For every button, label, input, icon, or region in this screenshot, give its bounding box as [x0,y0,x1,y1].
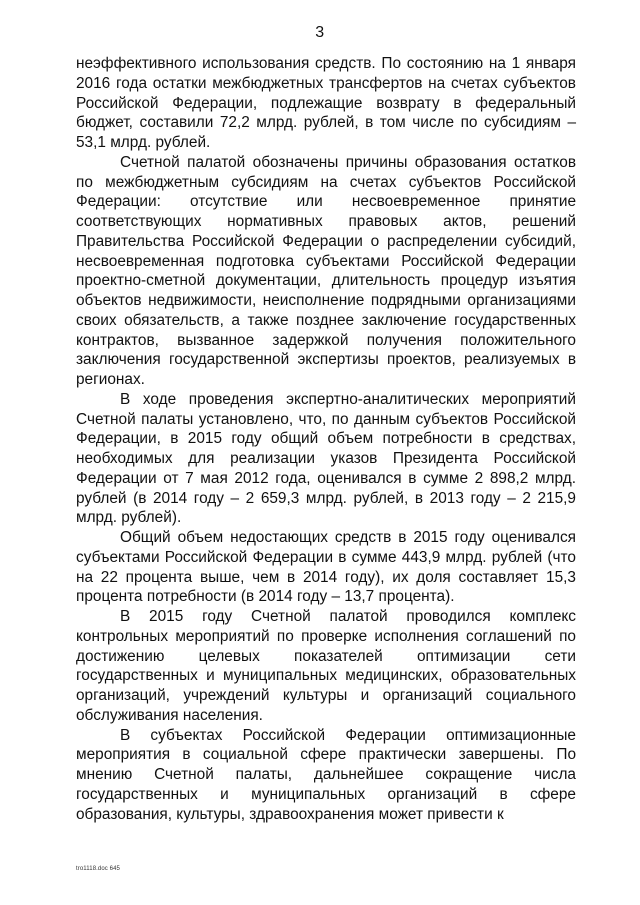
paragraph: неэффективного использования средств. По состоянию на 1 января 2016 года остатки межбюджетных трансфертов на счетах субъектов Российской Федерации, подлежащие возврату в федеральный бюджет, составили 72,2 млрд. рублей, в том числе по субсидиям – 53,1 млрд. рублей. [76,55,576,151]
paragraph: В субъектах Российской Федерации оптимизационные мероприятия в социальной сфере практически завершены. По мнению Счетной палаты, дальнейшее сокращение числа государственных и муниципальных организаций в сфере образования, культуры, здравоохранения может привести к [76,726,576,823]
footer-file-reference: tro1118.doc 645 [76,866,120,872]
paragraph: Счетной палатой обозначены причины образования остатков по межбюджетным субсидиям на счетах субъектов Российской Федерации: отсутствие или несвоевременное принятие соответствующих нормативных правовых актов, решений Правительства Российской Федерации о распределении субсидий, несвоевременная подготовка субъектами Российской Федерации проектно-сметной документации, длительность процедур изъятия объектов недвижимости, неисполнение подрядными организациями своих обязательств, а также позднее заключение государственных контрактов, вызванное задержкой получения положительного заключения государственной экспертизы проектов, реализуемых в регионах. [76,153,576,388]
page-number: 3 [315,24,325,41]
paragraph: В 2015 году Счетной палатой проводился комплекс контрольных мероприятий по проверке исполнения соглашений по достижению целевых показателей оптимизации сети государственных и муниципальных медицинских, образовательных организаций, учреждений культуры и организаций социального обслуживания населения. [76,608,576,724]
document-body [76,54,576,824]
paragraph: Общий объем недостающих средств в 2015 году оценивался субъектами Российской Федерации в сумме 443,9 млрд. рублей (что на 22 процента выше, чем в 2014 году), их доля составляет 15,3 процента потребности (в 2014 году – 13,7 процента). [76,529,576,606]
paragraph: В ходе проведения экспертно-аналитических мероприятий Счетной палаты установлено, что, по данным субъектов Российской Федерации, в 2015 году общий объем потребности в средствах, необходимых для реализации указов Президента Российской Федерации от 7 мая 2012 года, оценивался в сумме 2 898,2 млрд. рублей (в 2014 году – 2 659,3 млрд. рублей, в 2013 году – 2 215,9 млрд. рублей). [76,390,576,527]
